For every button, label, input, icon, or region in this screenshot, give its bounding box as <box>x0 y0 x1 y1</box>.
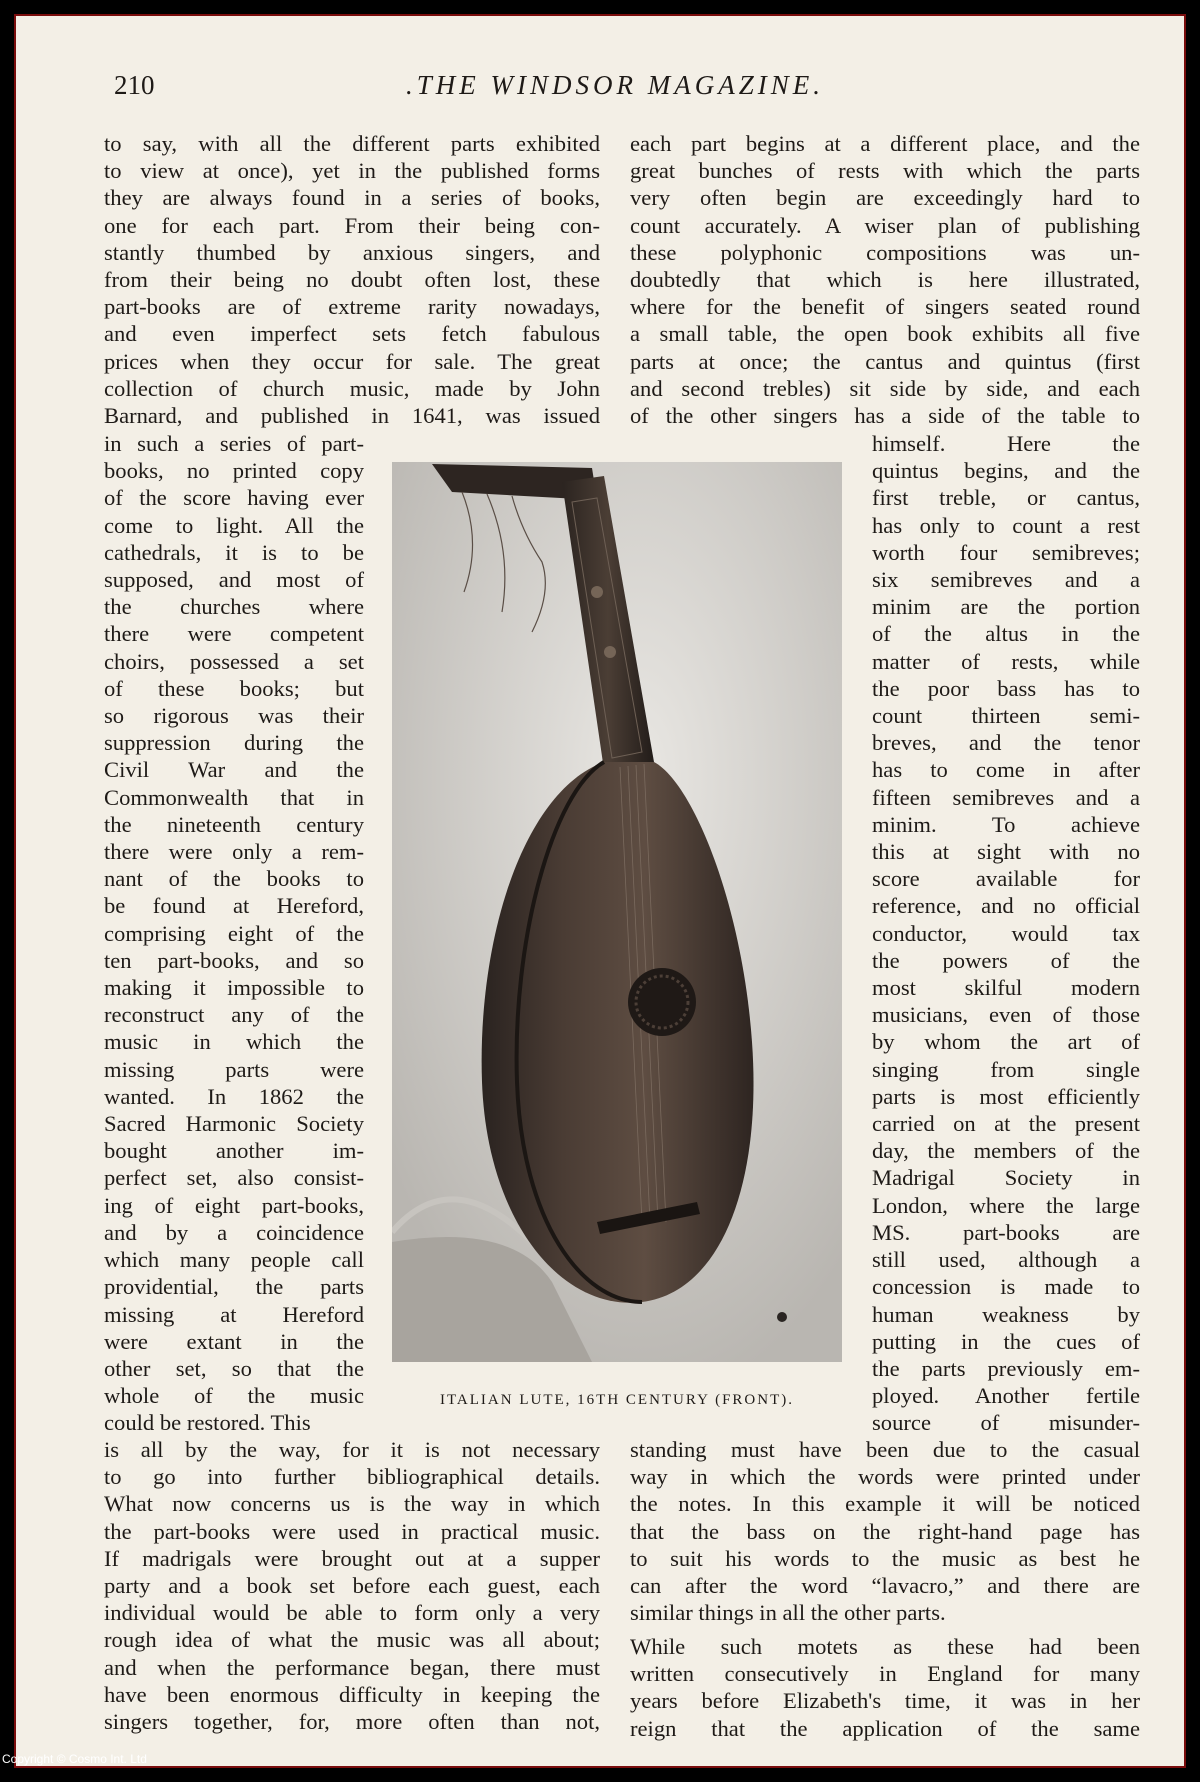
left-column-narrow <box>104 430 364 1437</box>
right-column-paragraph-2 <box>630 1633 1140 1742</box>
text-line: the parts previously em- <box>872 1355 1140 1381</box>
text-line: carried on at the present <box>872 1111 1140 1137</box>
text-line: While such motets as these had been <box>630 1634 1140 1659</box>
text-line: rough idea of what the music was all about; <box>104 1627 600 1653</box>
text-line: If madrigals were brought out at a supper <box>104 1545 600 1571</box>
text-line: cathedrals, it is to be <box>104 539 364 565</box>
text-line: music in which the <box>104 1029 364 1055</box>
text-line: bought another im- <box>104 1138 364 1164</box>
text-line: each part begins at a different place, and the <box>630 131 1140 156</box>
text-line: were extant in the <box>104 1328 364 1354</box>
text-line: ployed. Another fertile <box>872 1383 1140 1409</box>
text-line: prices when they occur for sale. The great <box>104 348 600 374</box>
text-line: singing from single <box>872 1056 1140 1082</box>
text-line: and second trebles) sit side by side, and each <box>630 375 1140 401</box>
text-line: parts at once; the cantus and quintus (first <box>630 348 1140 374</box>
text-line: suppression during the <box>104 730 364 756</box>
text-line: minim are the portion <box>872 594 1140 620</box>
inlay-rosette-1 <box>591 586 603 598</box>
floor-mark <box>777 1312 787 1322</box>
text-line: quintus begins, and the <box>872 458 1140 484</box>
text-line: the part-books were used in practical music. <box>104 1518 600 1544</box>
text-line: the poor bass has to <box>872 675 1140 701</box>
text-line: of the other singers has a side of the table to <box>630 403 1140 429</box>
figure-caption: ITALIAN LUTE, 16TH CENTURY (FRONT). <box>439 1392 795 1408</box>
text-line: these polyphonic compositions was un- <box>630 239 1140 265</box>
text-line: of these books; but <box>104 675 364 701</box>
text-line: of the altus in the <box>872 621 1140 647</box>
text-line: books, no printed copy <box>104 458 364 484</box>
text-line: matter of rests, while <box>872 648 1140 674</box>
text-line: other set, so that the <box>104 1355 364 1381</box>
text-line: that the bass on the right-hand page has <box>630 1518 1140 1544</box>
right-column-narrow <box>872 430 1140 1437</box>
text-line: which many people call <box>104 1247 364 1273</box>
text-line: missing parts were <box>104 1056 364 1082</box>
text-line: day, the members of the <box>872 1138 1140 1164</box>
right-column-bottom <box>630 1436 1140 1626</box>
text-line: ing of eight part-books, <box>104 1192 364 1218</box>
text-line: reference, and no official <box>872 893 1140 919</box>
text-line: way in which the words were printed under <box>630 1464 1140 1490</box>
text-line: ten part-books, and so <box>104 947 364 973</box>
text-line: comprising eight of the <box>104 920 364 946</box>
text-line: reign that the application of the same <box>630 1715 1140 1741</box>
text-line: concession is made to <box>872 1274 1140 1300</box>
text-line: and even imperfect sets fetch fabulous <box>104 321 600 347</box>
text-line: is all by the way, for it is not necessary <box>104 1437 600 1462</box>
text-line: Sacred Harmonic Society <box>104 1111 364 1137</box>
text-line: perfect set, also consist- <box>104 1165 364 1191</box>
text-line: conductor, would tax <box>872 920 1140 946</box>
text-line: they are always found in a series of books, <box>104 185 600 211</box>
text-line: has to come in after <box>872 757 1140 783</box>
text-line: six semibreves and a <box>872 567 1140 593</box>
text-line: parts is most efficiently <box>872 1083 1140 1109</box>
text-line: fifteen semibreves and a <box>872 784 1140 810</box>
text-line: and by a coincidence <box>104 1219 364 1245</box>
lute-photograph <box>392 462 842 1362</box>
text-line: himself. Here the <box>872 431 1140 456</box>
text-line: worth four semibreves; <box>872 539 1140 565</box>
copyright-notice: Copyright © Cosmo Int. Ltd <box>2 1752 147 1766</box>
text-line: to say, with all the different parts exhibited <box>104 131 600 156</box>
text-line: have been enormous difficulty in keeping the <box>104 1681 600 1707</box>
text-line: come to light. All the <box>104 512 364 538</box>
text-line: there were only a rem- <box>104 839 364 865</box>
text-line: providential, the parts <box>104 1274 364 1300</box>
page-header <box>16 70 1184 110</box>
text-line: doubtedly that which is here illustrated, <box>630 267 1140 293</box>
page-number: 210 <box>114 70 155 100</box>
left-column-bottom <box>104 1436 600 1735</box>
text-line: Commonwealth that in <box>104 784 364 810</box>
text-line: years before Elizabeth's time, it was in her <box>630 1688 1140 1714</box>
text-line: written consecutively in England for many <box>630 1661 1140 1687</box>
text-line: to view at once), yet in the published forms <box>104 158 600 184</box>
text-line: the notes. In this example it will be noticed <box>630 1491 1140 1517</box>
text-line: of the score having ever <box>104 485 364 511</box>
text-line: to go into further bibliographical details. <box>104 1464 600 1490</box>
text-line: missing at Hereford <box>104 1301 364 1327</box>
text-line: putting in the cues of <box>872 1328 1140 1354</box>
text-line: musicians, even of those <box>872 1002 1140 1028</box>
text-line: there were competent <box>104 621 364 647</box>
text-line: reconstruct any of the <box>104 1002 364 1028</box>
text-line: so rigorous was their <box>104 703 364 729</box>
text-line: part-books are of extreme rarity nowadays, <box>104 294 600 320</box>
text-line: breves, and the tenor <box>872 730 1140 756</box>
text-line: and when the performance began, there must <box>104 1654 600 1680</box>
text-line: could be restored. This <box>104 1410 311 1436</box>
magazine-page <box>14 14 1186 1768</box>
text-line: this at sight with no <box>872 839 1140 865</box>
text-line: London, where the large <box>872 1192 1140 1218</box>
text-line: singers together, for, more often than not, <box>104 1709 600 1735</box>
text-line: Barnard, and published in 1641, was issued <box>104 403 600 429</box>
text-line: whole of the music <box>104 1383 364 1409</box>
text-line: the churches where <box>104 594 364 620</box>
sound-hole-rose <box>628 968 696 1036</box>
text-line: standing must have been due to the casual <box>630 1437 1140 1462</box>
text-line: Madrigal Society in <box>872 1165 1140 1191</box>
text-line: human weakness by <box>872 1301 1140 1327</box>
text-line: similar things in all the other parts. <box>630 1600 946 1626</box>
text-line: can after the word “lavacro,” and there are <box>630 1573 1140 1599</box>
text-line: What now concerns us is the way in which <box>104 1491 600 1517</box>
text-line: nant of the books to <box>104 866 364 892</box>
text-line: making it impossible to <box>104 975 364 1001</box>
text-line: has only to count a rest <box>872 512 1140 538</box>
text-line: individual would be able to form only a very <box>104 1600 600 1626</box>
right-column-top <box>630 130 1140 429</box>
text-line: in such a series of part- <box>104 431 364 456</box>
text-line: the nineteenth century <box>104 811 364 837</box>
text-line: supposed, and most of <box>104 567 364 593</box>
text-line: a small table, the open book exhibits all five <box>630 321 1140 347</box>
text-line: count thirteen semi- <box>872 703 1140 729</box>
text-line: be found at Hereford, <box>104 893 364 919</box>
text-line: first treble, or cantus, <box>872 485 1140 511</box>
text-line: great bunches of rests with which the parts <box>630 158 1140 184</box>
text-line: from their being no doubt often lost, these <box>104 267 600 293</box>
text-line: party and a book set before each guest, each <box>104 1573 600 1599</box>
text-line: to suit his words to the music as best he <box>630 1545 1140 1571</box>
text-line: count accurately. A wiser plan of publishing <box>630 212 1140 238</box>
text-line: stantly thumbed by anxious singers, and <box>104 239 600 265</box>
lute-illustration <box>392 462 842 1362</box>
text-line: minim. To achieve <box>872 811 1140 837</box>
left-column-top <box>104 130 600 429</box>
text-line: score available for <box>872 866 1140 892</box>
text-line: choirs, possessed a set <box>104 648 364 674</box>
text-line: most skilful modern <box>872 975 1140 1001</box>
text-line: still used, although a <box>872 1247 1140 1273</box>
text-line: collection of church music, made by John <box>104 375 600 401</box>
text-line: by whom the art of <box>872 1029 1140 1055</box>
text-line: source of misunder- <box>872 1410 1140 1436</box>
running-title: .THE WINDSOR MAGAZINE. <box>406 70 824 100</box>
text-line: one for each part. From their being con- <box>104 212 600 238</box>
text-line: the powers of the <box>872 947 1140 973</box>
text-line: where for the benefit of singers seated round <box>630 294 1140 320</box>
text-line: very often begin are exceedingly hard to <box>630 185 1140 211</box>
text-line: wanted. In 1862 the <box>104 1083 364 1109</box>
text-line: Civil War and the <box>104 757 364 783</box>
inlay-rosette-2 <box>604 646 616 658</box>
text-line: MS. part-books are <box>872 1219 1140 1245</box>
